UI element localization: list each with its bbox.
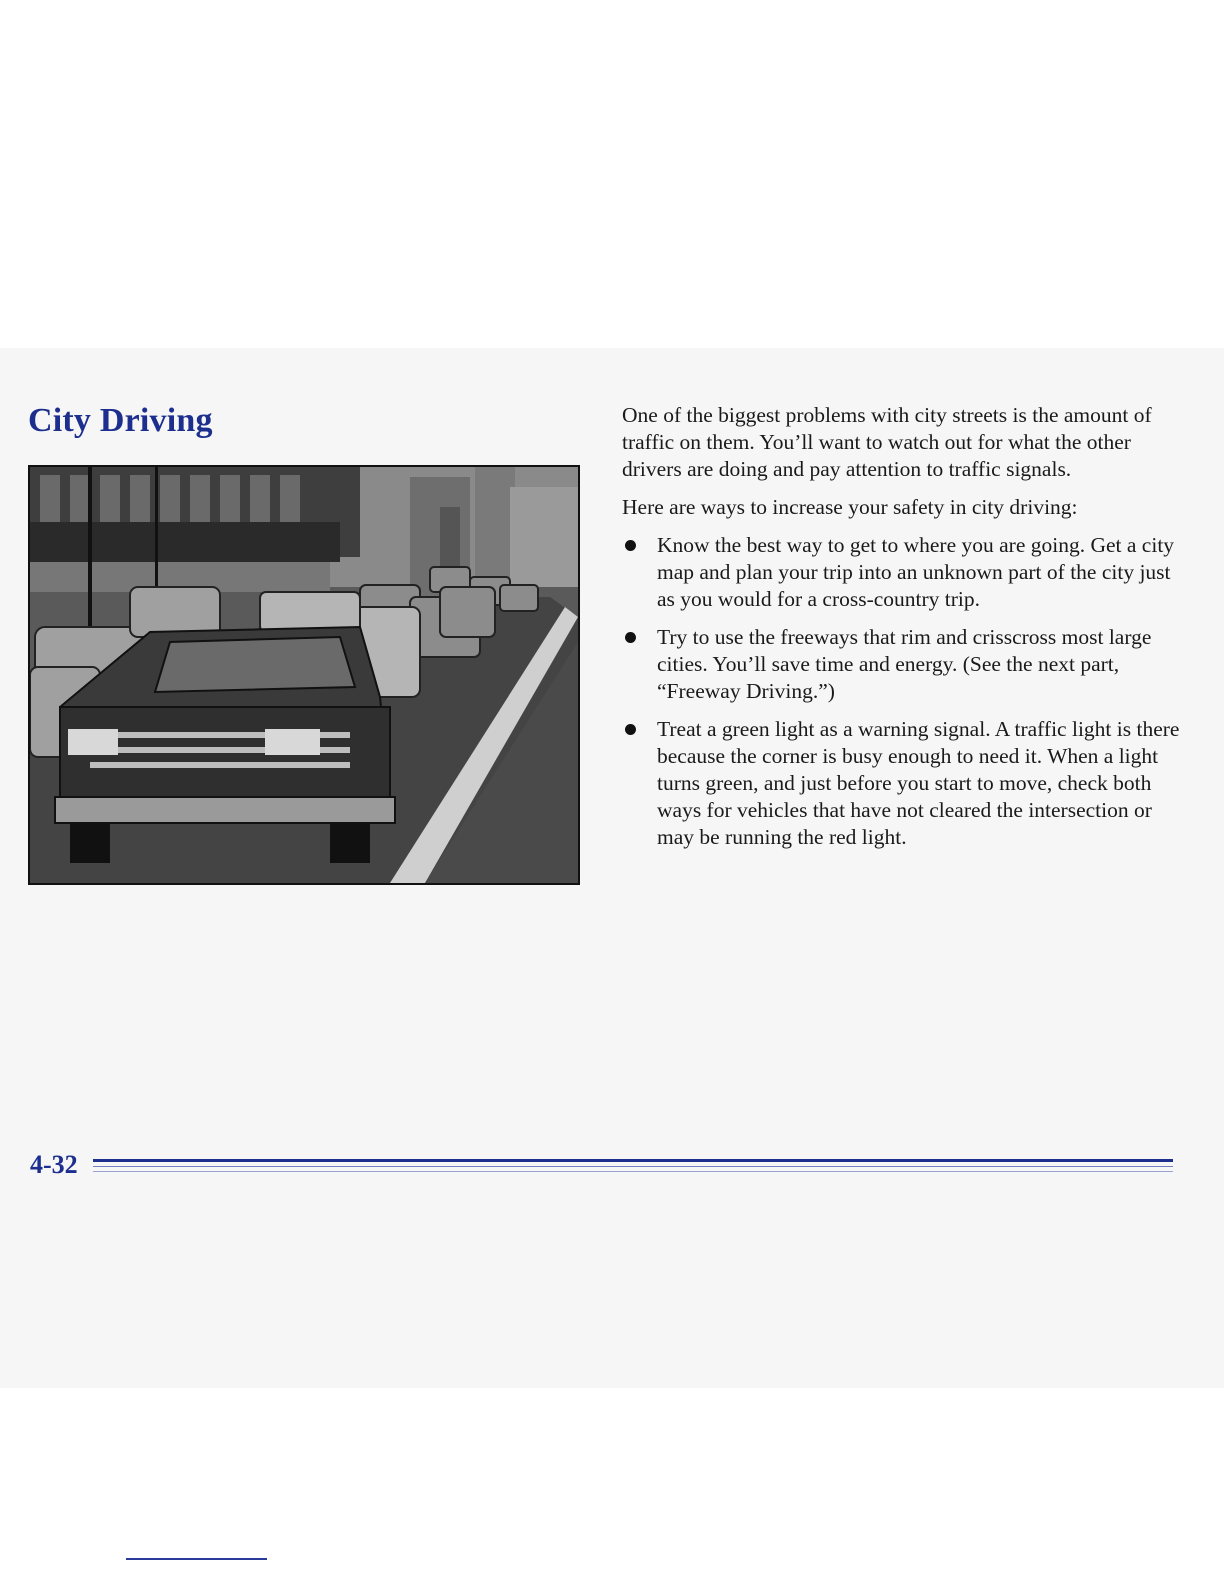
list-item xyxy=(622,716,1182,851)
page-number: 4-32 xyxy=(30,1150,78,1179)
safety-tips-list xyxy=(622,532,1182,851)
intro-paragraph: One of the biggest problems with city streets is the amount of traffic on them. You’ll want to watch out for what the other drivers are doing and pay attention to traffic signals. xyxy=(622,403,1152,481)
page-title: City Driving xyxy=(28,402,213,439)
body-text-column xyxy=(622,402,1182,862)
footer-rule xyxy=(93,1166,1173,1167)
list-item xyxy=(622,624,1182,705)
list-item-text: Try to use the freeways that rim and crisscross most large cities. You’ll save time and energy. (See the next part, “Freeway Driving.”) xyxy=(657,625,1152,703)
bullet-icon xyxy=(625,632,636,643)
bullet-icon xyxy=(625,540,636,551)
list-item-text: Treat a green light as a warning signal. A traffic light is there because the corner is busy enough to need it. When a light turns green, and just before you start to move, check both ways for vehicles that have not cleared the intersection or may be running the red light. xyxy=(657,717,1180,849)
traffic-photo xyxy=(28,465,580,885)
bullet-icon xyxy=(625,724,636,735)
list-item-text: Know the best way to get to where you are going. Get a city map and plan your trip into an unknown part of the city just as you would for a cross-country trip. xyxy=(657,533,1175,611)
footer-rule xyxy=(93,1171,1173,1172)
footer-rule xyxy=(93,1159,1173,1162)
list-item xyxy=(622,532,1182,613)
bottom-divider xyxy=(126,1558,267,1560)
list-intro-paragraph: Here are ways to increase your safety in city driving: xyxy=(622,495,1078,519)
